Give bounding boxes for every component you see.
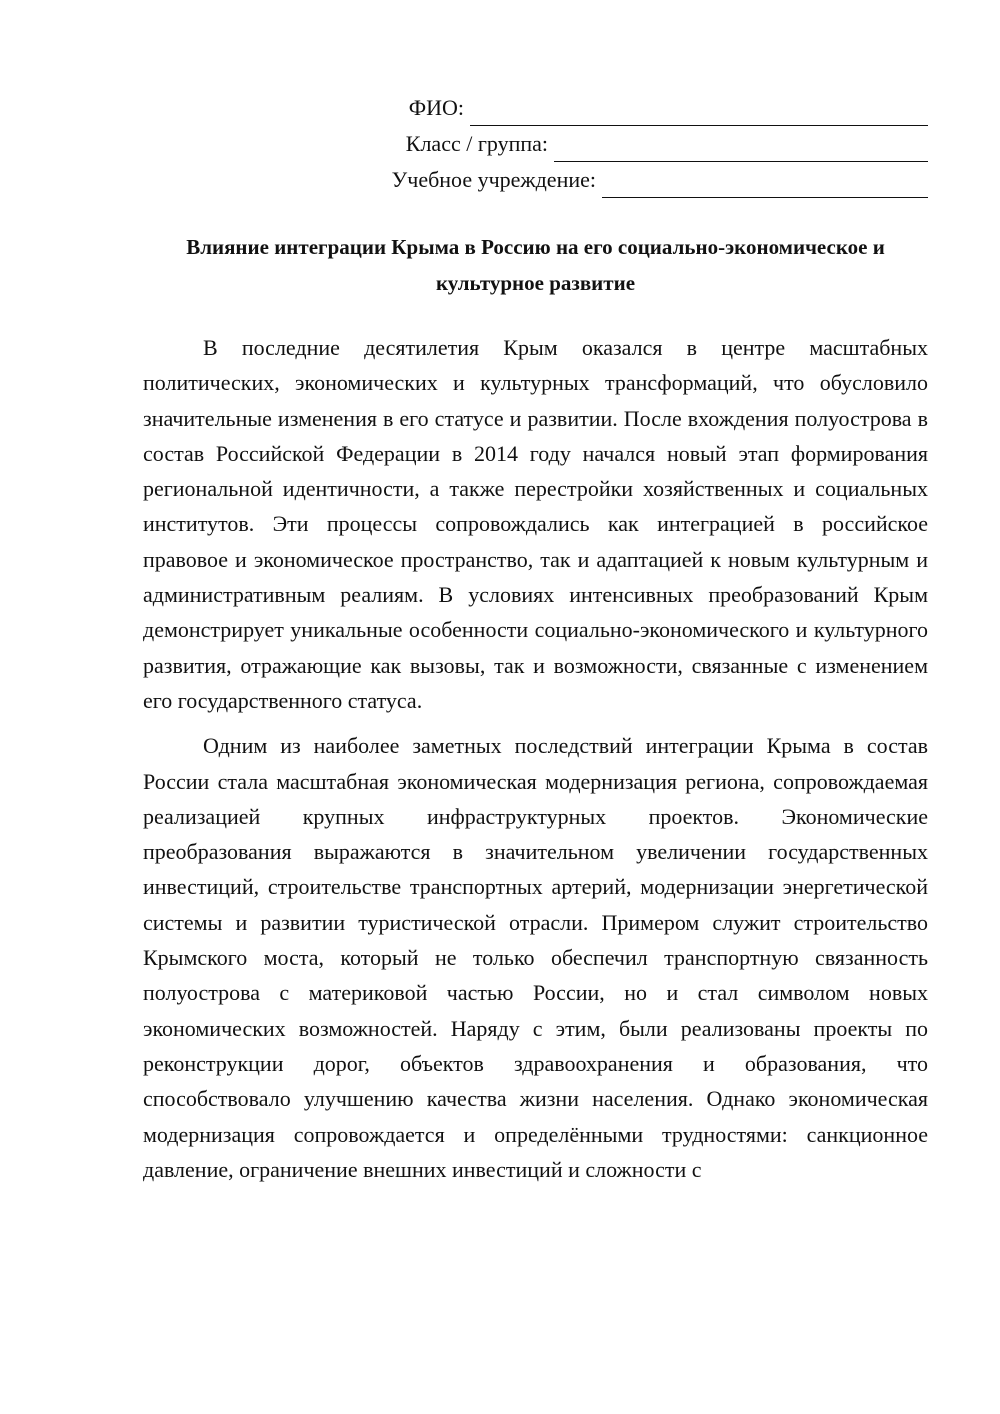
- document-title: Влияние интеграции Крыма в Россию на его социально-экономическое и культурное развитие: [186, 235, 885, 295]
- student-info-block: [300, 90, 928, 198]
- fio-label: ФИО:: [408, 95, 464, 120]
- institution-field-row: [300, 162, 928, 198]
- paragraph: В последние десятилетия Крым оказался в центре масштабных политических, экономических и культурных трансформаций, что обусловило значительные изменения в его статусе и развитии. После вхождения полуострова в состав Российской Федерации в 2014 году начался новый этап формирования региональной идентичности, а также перестройки хозяйственных и социальных институтов. Эти процессы сопровождались как интеграцией в российское правовое и экономическое пространство, так и адаптацией к новым культурным и административным реалиям. В условиях интенсивных преобразований Крым демонстрирует уникальные особенности социально-экономического и культурного развития, отражающие как вызовы, так и возможности, связанные с изменением его государственного статуса.: [143, 335, 928, 713]
- class-group-label: Класс / группа:: [405, 131, 548, 156]
- fio-blank-line: [470, 98, 928, 126]
- document-body: [143, 330, 928, 1197]
- class-group-field-row: [300, 126, 928, 162]
- institution-label: Учебное учреждение:: [391, 167, 596, 192]
- fio-field-row: [300, 90, 928, 126]
- paragraph: Одним из наиболее заметных последствий интеграции Крыма в состав России стала масштабная экономическая модернизация региона, сопровождаемая реализацией крупных инфраструктурных проектов. Экономические преобразования выражаются в значительном увеличении государственных инвестиций, строительстве транспортных артерий, модернизации энергетической системы и развитии туристической отрасли. Примером служит строительство Крымского моста, который не только обеспечил транспортную связанность полуострова с материковой частью России, но и стал символом новых экономических возможностей. Наряду с этим, были реализованы проекты по реконструкции дорог, объектов здравоохранения и образования, что способствовало улучшению качества жизни населения. Однако экономическая модернизация сопровождается и определёнными трудностями: санкционное давление, ограничение внешних инвестиций и сложности с: [143, 733, 928, 1182]
- class-group-blank-line: [554, 134, 928, 162]
- institution-blank-line: [602, 170, 928, 198]
